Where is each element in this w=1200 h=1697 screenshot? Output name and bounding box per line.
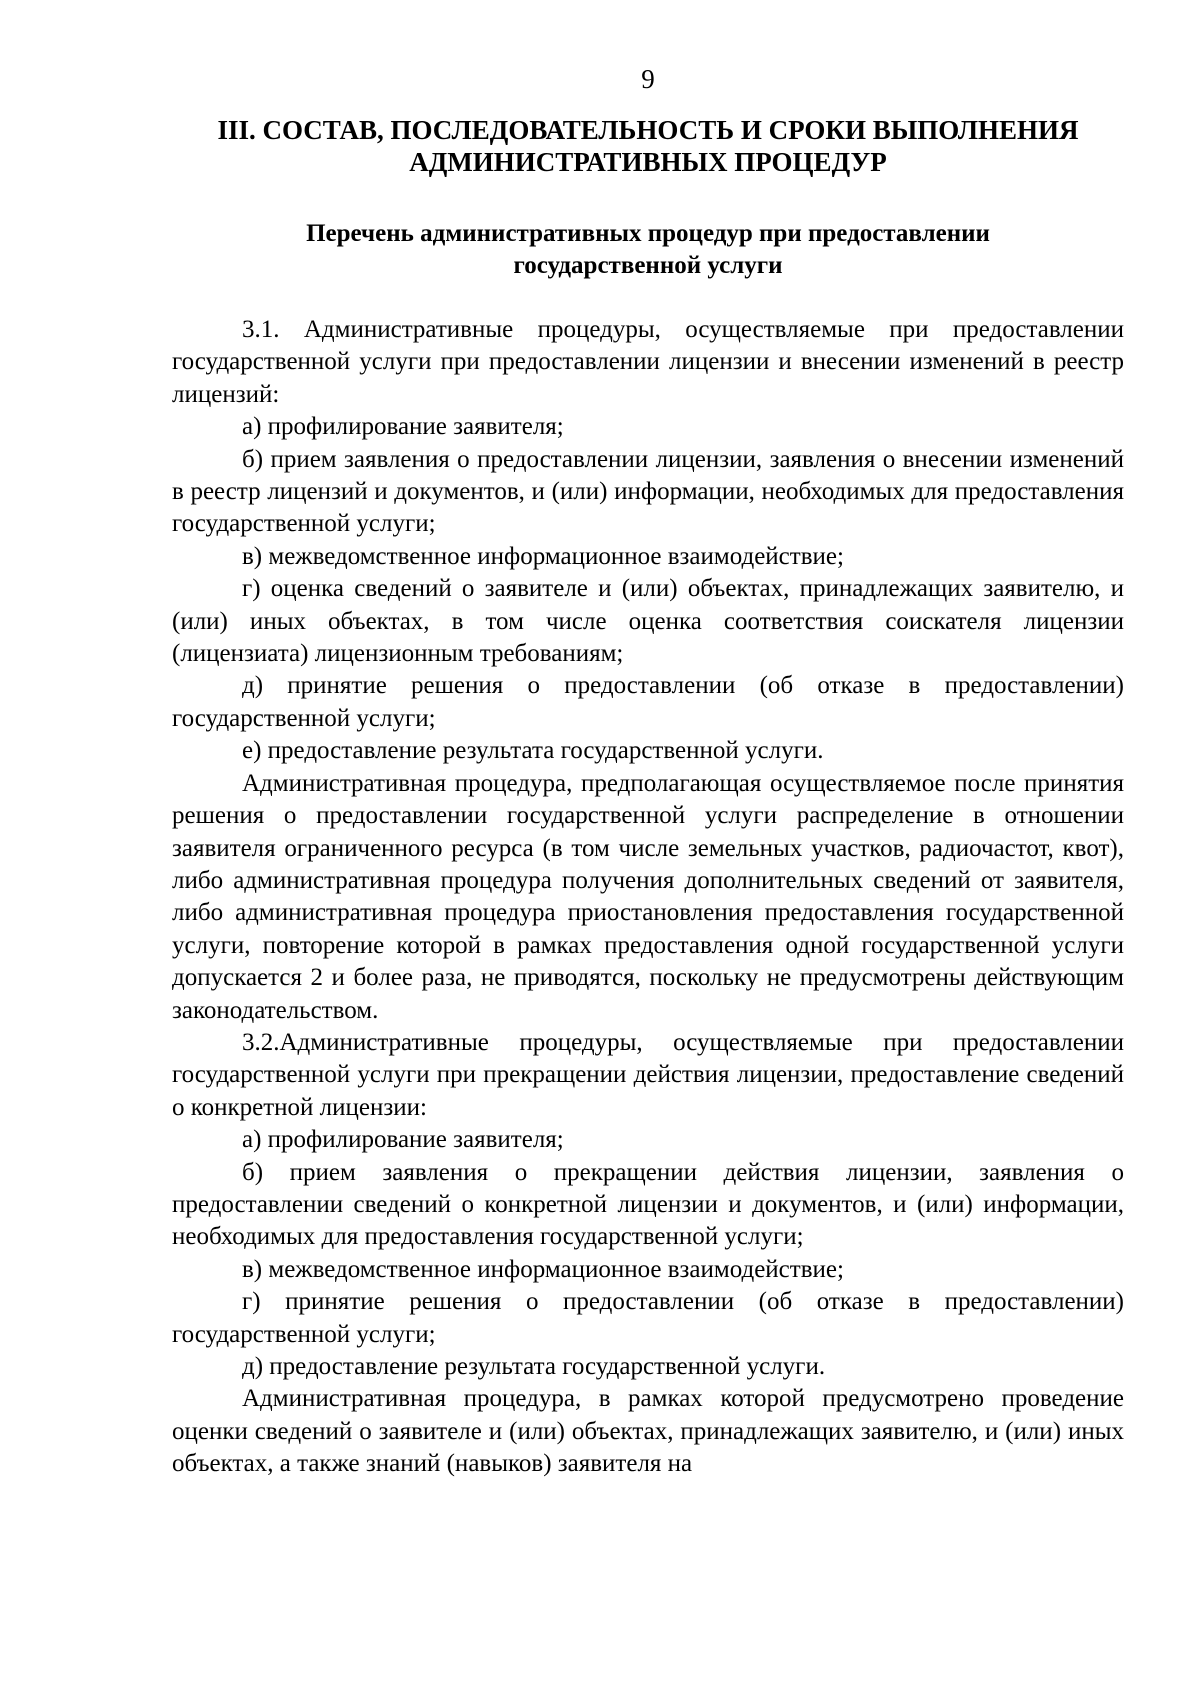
list-item-v: в) межведомственное информационное взаимодействие; — [242, 1255, 844, 1283]
list-item-d: д) предоставление результата государственной услуги. — [242, 1353, 826, 1380]
subsection-title-line: государственной услуги — [513, 252, 783, 279]
list-item-b: б) прием заявления о предоставлении лицензии, заявления о внесении изменений в реестр лицензий и документов, и (или) информации, необходимых для предоставления государственной услуги; — [172, 445, 1124, 538]
list-item-a: а) профилирование заявителя; — [242, 1126, 564, 1154]
section-title — [172, 114, 1124, 178]
subsection-title — [172, 218, 1124, 282]
document-body — [172, 314, 1124, 1481]
paragraph-3-2-intro: 3.2.Административные процедуры, осуществляемые при предоставлении государственной услуги при прекращении действия лицензии, предоставление сведений о конкретной лицензии: — [172, 1028, 1124, 1121]
subsection-title-line: Перечень административных процедур при предоставлении — [306, 220, 990, 247]
paragraph-3-1-intro: 3.1. Административные процедуры, осуществляемые при предоставлении государственной услуги при предоставлении лицензии и внесении изменений в реестр лицензий: — [172, 316, 1124, 408]
list-item-g: г) принятие решения о предоставлении (об отказе в предоставлении) государственной услуги; — [172, 1288, 1124, 1348]
document-page — [172, 62, 1124, 1481]
section-title-line: АДМИНИСТРАТИВНЫХ ПРОЦЕДУР — [409, 147, 887, 177]
list-item-d: д) принятие решения о предоставлении (об отказе в предоставлении) государственной услуги; — [172, 672, 1124, 732]
list-item-b: б) прием заявления о прекращении действия лицензии, заявления о предоставлении сведений о конкретной лицензии и документов, и (или) информации, необходимых для предоставления государственной услуги; — [172, 1158, 1124, 1251]
paragraph-note: Административная процедура, предполагающая осуществляемое после принятия решения о предоставлении государственной услуги распределение в отношении заявителя ограниченного ресурса (в том числе земельных участков, радиочастот, квот), либо административная процедура получения дополнительных сведений от заявителя, либо административная процедура приостановления предоставления государственной услуги, повторение которой в рамках предоставления одной государственной услуги допускается 2 и более раза, не приводятся, поскольку не предусмотрены действующим законодательством. — [172, 769, 1124, 1024]
list-item-g: г) оценка сведений о заявителе и (или) объектах, принадлежащих заявителю, и (или) иных объектах, в том числе оценка соответствия соискателя лицензии (лицензиата) лицензионным требованиям; — [172, 575, 1124, 668]
page-number: 9 — [641, 64, 655, 94]
section-title-line: III. СОСТАВ, ПОСЛЕДОВАТЕЛЬНОСТЬ И СРОКИ ВЫПОЛНЕНИЯ — [217, 115, 1079, 145]
list-item-a: а) профилирование заявителя; — [242, 413, 564, 441]
paragraph-assessment: Административная процедура, в рамках которой предусмотрено проведение оценки сведений о заявителе и (или) объектах, принадлежащих заявителю, и (или) иных объектах, а также знаний (навыков) заявителя на — [172, 1385, 1124, 1478]
list-item-e: е) предоставление результата государственной услуги. — [242, 737, 824, 765]
list-item-v: в) межведомственное информационное взаимодействие; — [242, 542, 844, 570]
